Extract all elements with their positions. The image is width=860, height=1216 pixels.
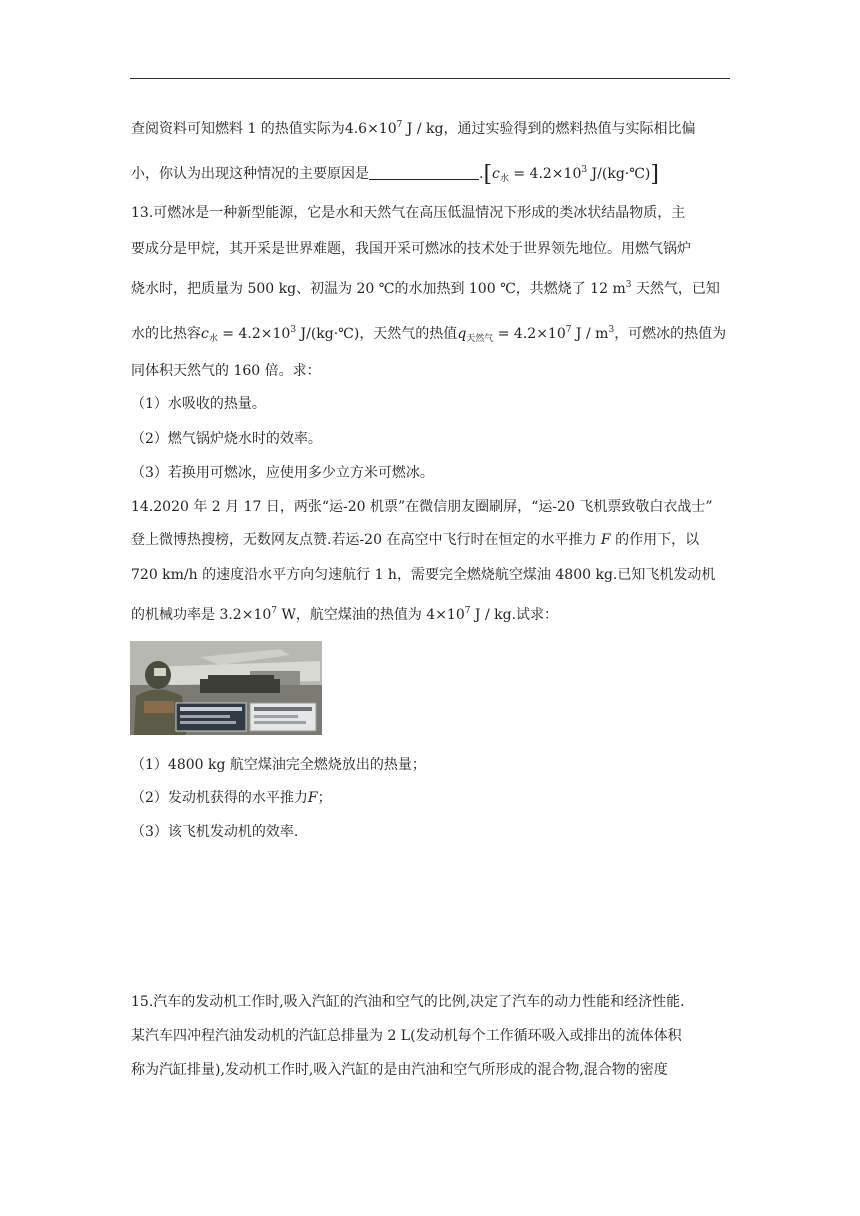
q13-line-2: 要成分是甲烷，其开采是世界难题，我国开采可燃冰的技术处于世界领先地位。用燃气锅炉 [131, 241, 691, 257]
q14-line-4: 的机械功率是 $3.2\times 10^7$ W，航空煤油的热值为 $4\times 10^7$ J / kg.试求： [131, 606, 559, 623]
q14-line-2: 登上微博热搜榜，无数网友点赞.若运-20 在高空中飞行时在恒定的水平推力 F 的作用下，以 [131, 532, 700, 548]
q15-line-2: 某汽车四冲程汽油发动机的汽缸总排量为 2 L(发动机每个工作循环吸入或排出的流体体积 [131, 1028, 682, 1044]
q15-line-1: 15.汽车的发动机工作时,吸入汽缸的汽油和空气的比例,决定了汽车的动力性能和经济性能. [131, 994, 685, 1010]
q13-line-3: 烧水时，把质量为 500 kg、初温为 20 ℃的水加热到 100 ℃，共燃烧了 12 $m^3$ 天然气，已知 [131, 280, 720, 297]
q14-sub-2: （2）发动机获得的水平推力F； [131, 790, 332, 806]
q14-sub-1: （1）4800 kg 航空煤油完全燃烧放出的热量； [131, 757, 426, 773]
q13-line-5: 同体积天然气的 160 倍。求： [131, 363, 321, 379]
q13-sub-1: （1）水吸收的热量。 [131, 396, 266, 412]
q14-line-1: 14.2020 年 2 月 17 日，两张“运-20 机票”在微信朋友圈刷屏，“运-20 飞机票致敬白衣战士” [131, 499, 713, 515]
q13-sub-2: （2）燃气锅炉烧水时的效率。 [131, 431, 322, 447]
y20-soldiers-photo [130, 641, 322, 735]
header-rule [130, 78, 730, 79]
q14-line-3: 720 km/h 的速度沿水平方向匀速航行 1 h，需要完全燃烧航空煤油 4800 kg.已知飞机发动机 [131, 567, 716, 583]
q14-sub-3: （3）该飞机发动机的效率. [131, 824, 299, 840]
answer-blank[interactable] [369, 165, 479, 180]
q13-line-4: 水的比热容$c_水 = 4.2\times 10^3$ J/(kg·℃)，天然气的热值$q_{天然气} = 4.2\times 10^7$ J / $m^3$，可燃冰的热值为 [131, 325, 727, 344]
q15-line-3: 称为汽缸排量),发动机工作时,吸入汽缸的是由汽油和空气所形成的混合物,混合物的密度 [131, 1062, 668, 1078]
q13-sub-3: （3）若换用可燃冰，应使用多少立方米可燃冰。 [131, 465, 434, 481]
q12-line-2: 小，你认为出现这种情况的主要原因是 $.[c_水 = 4.2\times 10^3$ J/(kg·℃)] [131, 162, 659, 187]
q12-line-1: 查阅资料可知燃料 1 的热值实际为$4.6\times 10^7$ J / kg，通过实验得到的燃料热值与实际相比偏 [131, 120, 696, 137]
q13-line-1: 13.可燃冰是一种新型能源，它是水和天然气在高压低温情况下形成的类冰状结晶物质，主 [131, 205, 686, 221]
